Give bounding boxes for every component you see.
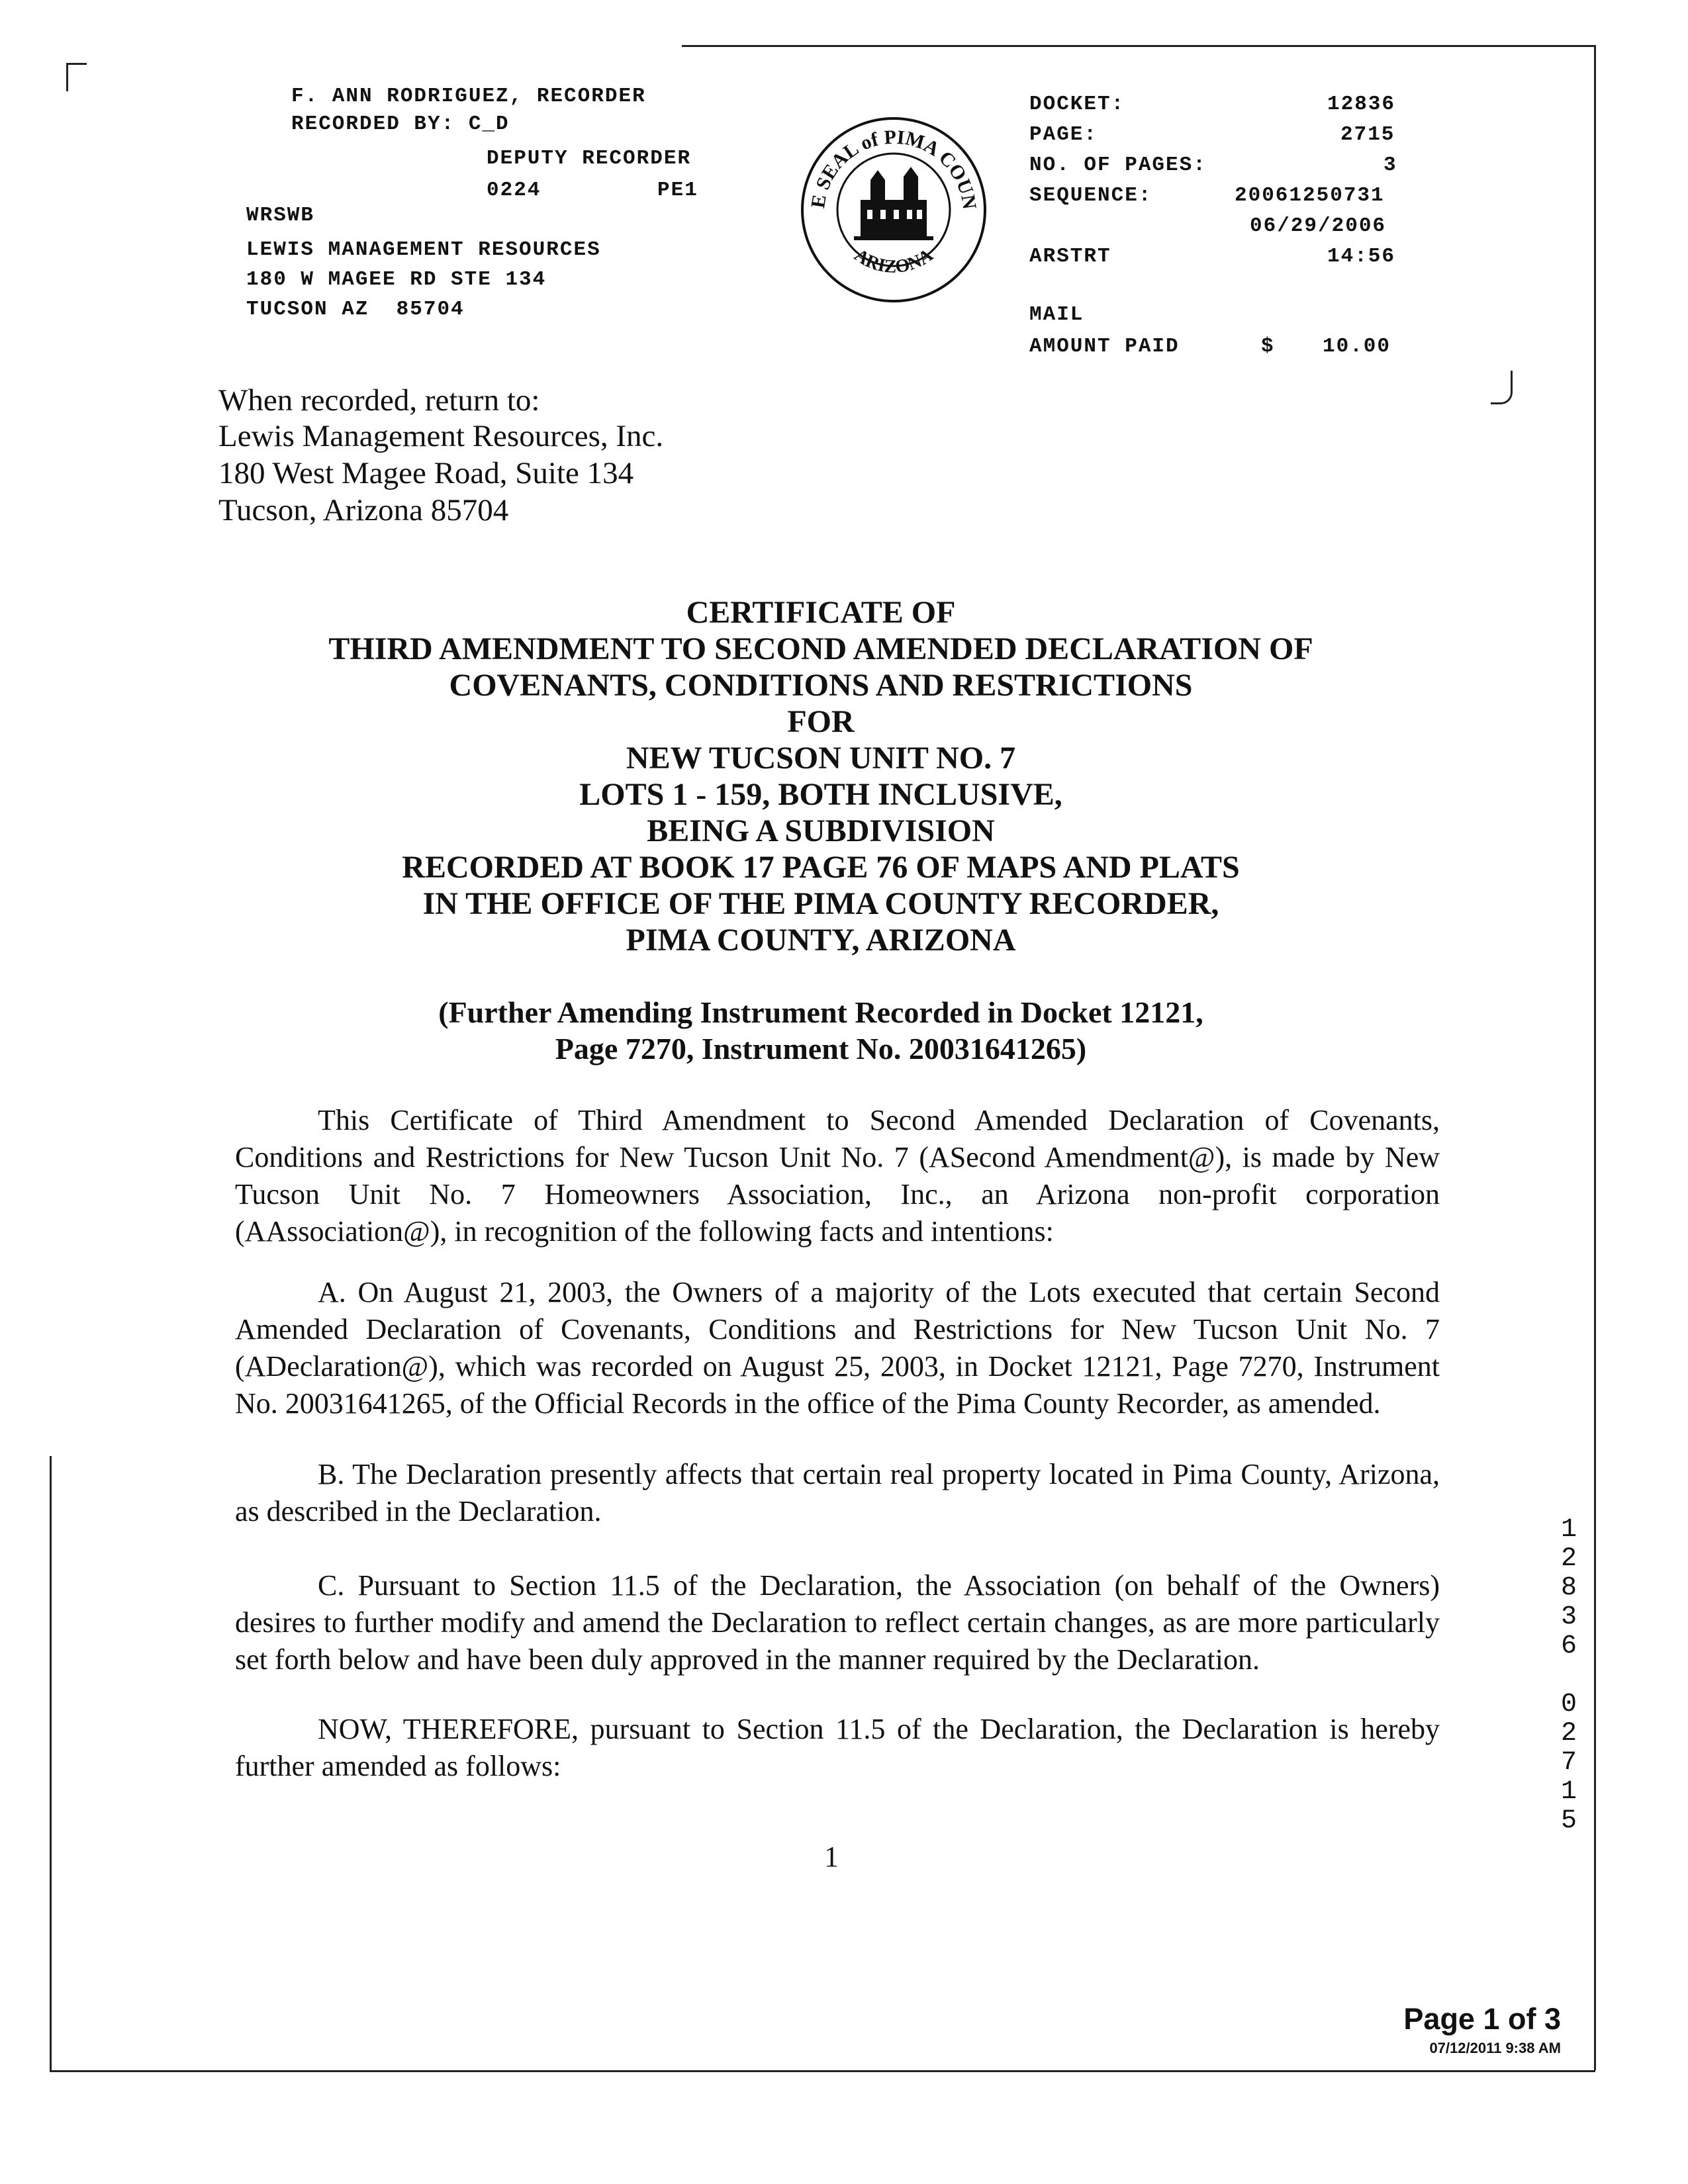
record-time: 14:56 — [1327, 245, 1396, 268]
recital-c-text: C. Pursuant to Section 11.5 of the Declaration, the Association (on behalf of the Owners) desires to further modify and amend the Declaration to reflect certain changes, as are more particularly set forth below and have been duly approved in the manner required by the Declaration. — [235, 1569, 1440, 1676]
mail-to-company: LEWIS MANAGEMENT RESOURCES — [246, 238, 601, 261]
seal-bottom-text: ARIZONA — [850, 244, 937, 278]
page-frame-top — [682, 45, 1595, 47]
footer-page-indicator: Page 1 of 3 — [1403, 2002, 1561, 2036]
seal-top-text: E SEAL of PIMA COUN — [807, 126, 981, 211]
page-frame-left — [50, 1456, 52, 2071]
recorder-code-a: 0224 — [487, 179, 541, 202]
recital-c-paragraph — [235, 1567, 1440, 1678]
side-stamp-digit: 6 — [1560, 1631, 1577, 1661]
side-stamp-digit: 1 — [1560, 1777, 1577, 1807]
side-stamp-digit: 2 — [1560, 1544, 1577, 1574]
recorder-name: F. ANN RODRIGUEZ, RECORDER — [291, 85, 646, 108]
footer-timestamp: 07/12/2011 9:38 AM — [1429, 2040, 1561, 2056]
amount-currency: $ — [1261, 335, 1275, 358]
county-seal — [798, 114, 990, 306]
side-stamp-digit: 1 — [1560, 1515, 1577, 1545]
return-to-street: 180 West Magee Road, Suite 134 — [218, 456, 634, 490]
sequence-value: 20061250731 — [1235, 184, 1385, 207]
recital-b-text: B. The Declaration presently affects that certain real property located in Pima County, Arizona, as described in the Declaration. — [235, 1458, 1440, 1527]
now-therefore-paragraph — [235, 1711, 1440, 1785]
return-to-name: Lewis Management Resources, Inc. — [218, 419, 664, 453]
side-stamp-digit: 3 — [1560, 1602, 1577, 1632]
recorded-by: RECORDED BY: C_D — [291, 113, 510, 136]
side-stamp-digit: 7 — [1560, 1748, 1577, 1778]
side-stamp-digit: 2 — [1560, 1719, 1577, 1749]
title-line: IN THE OFFICE OF THE PIMA COUNTY RECORDER, — [422, 886, 1219, 921]
amount-paid-label: AMOUNT PAID — [1029, 335, 1180, 358]
amount-paid-value: 10.00 — [1323, 335, 1391, 358]
side-stamp-gap — [1552, 1661, 1585, 1690]
side-stamp-digit: 5 — [1560, 1806, 1577, 1836]
return-to-city: Tucson, Arizona 85704 — [218, 493, 509, 527]
deputy-recorder: DEPUTY RECORDER — [487, 147, 692, 170]
recital-a-text: A. On August 21, 2003, the Owners of a majority of the Lots executed that certain Second Amended Declaration of Covenants, Conditions and Restrictions for New Tucson Unit No. 7 (ADeclaration@), which was recorded on August 25, 2003, in Docket 12121, Page 7270, Instrument No. 20031641265, of the Official Records in the office of the Pima County Recorder, as amended. — [235, 1276, 1440, 1420]
page-label: PAGE: — [1029, 123, 1098, 146]
title-line: BEING A SUBDIVISION — [647, 813, 995, 848]
mail-to-city: TUCSON AZ 85704 — [246, 298, 465, 321]
title-line: CERTIFICATE OF — [686, 595, 956, 630]
seal-graphic — [798, 114, 990, 306]
intro-paragraph — [235, 1102, 1440, 1250]
corner-mark-top-left — [66, 63, 87, 91]
recital-b-paragraph — [235, 1456, 1440, 1530]
recital-a-paragraph — [235, 1274, 1440, 1422]
pages-value: 3 — [1383, 154, 1397, 177]
intro-paragraph-text: This Certificate of Third Amendment to Second Amended Declaration of Covenants, Conditions and Restrictions for New Tucson Unit No. 7 (ASecond Amendment@), is made by New Tucson Unit No. 7 Homeowners Association, Inc., an Arizona non-profit corporation (AAssociation@), in recognition of the following facts and intentions: — [235, 1104, 1440, 1248]
recorder-code-b: PE1 — [657, 179, 698, 202]
docket-value: 12836 — [1327, 93, 1396, 116]
wrswb-code: WRSWB — [246, 204, 315, 227]
title-line: RECORDED AT BOOK 17 PAGE 76 OF MAPS AND PLATS — [402, 850, 1240, 885]
title-line: PIMA COUNTY, ARIZONA — [626, 923, 1016, 958]
svg-text:ARIZONA — [851, 245, 937, 278]
side-docket-stamp — [1552, 1516, 1585, 1836]
record-date: 06/29/2006 — [1250, 214, 1387, 238]
mail-to-street: 180 W MAGEE RD STE 134 — [246, 268, 547, 291]
svg-text:THE SEAL of PIMA COUNTY — [798, 114, 980, 211]
side-stamp-digit: 0 — [1560, 1690, 1577, 1719]
title-line: THIRD AMENDMENT TO SECOND AMENDED DECLARATION OF — [328, 631, 1313, 666]
title-line: COVENANTS, CONDITIONS AND RESTRICTIONS — [449, 668, 1193, 703]
title-line: FOR — [787, 704, 855, 739]
now-therefore-text: NOW, THEREFORE, pursuant to Section 11.5 of the Declaration, the Declaration is hereby further amended as follows: — [235, 1713, 1440, 1782]
title-line: LOTS 1 - 159, BOTH INCLUSIVE, — [579, 777, 1062, 812]
mail-label: MAIL — [1029, 303, 1084, 326]
page-number: 1 — [824, 1841, 839, 1873]
pages-label: NO. OF PAGES: — [1029, 154, 1207, 177]
page-frame-bottom — [50, 2070, 1595, 2072]
title-line: NEW TUCSON UNIT NO. 7 — [626, 741, 1016, 776]
subtitle-line: (Further Amending Instrument Recorded in Docket 12121, — [438, 995, 1203, 1029]
corner-mark-right — [1491, 371, 1513, 404]
return-to-heading: When recorded, return to: — [218, 383, 540, 418]
side-stamp-digit: 8 — [1560, 1573, 1577, 1603]
page-value: 2715 — [1340, 123, 1395, 146]
docket-label: DOCKET: — [1029, 93, 1125, 116]
sequence-label: SEQUENCE: — [1029, 184, 1152, 207]
arstrt-label: ARSTRT — [1029, 245, 1111, 268]
subtitle-line: Page 7270, Instrument No. 20031641265) — [555, 1032, 1087, 1066]
